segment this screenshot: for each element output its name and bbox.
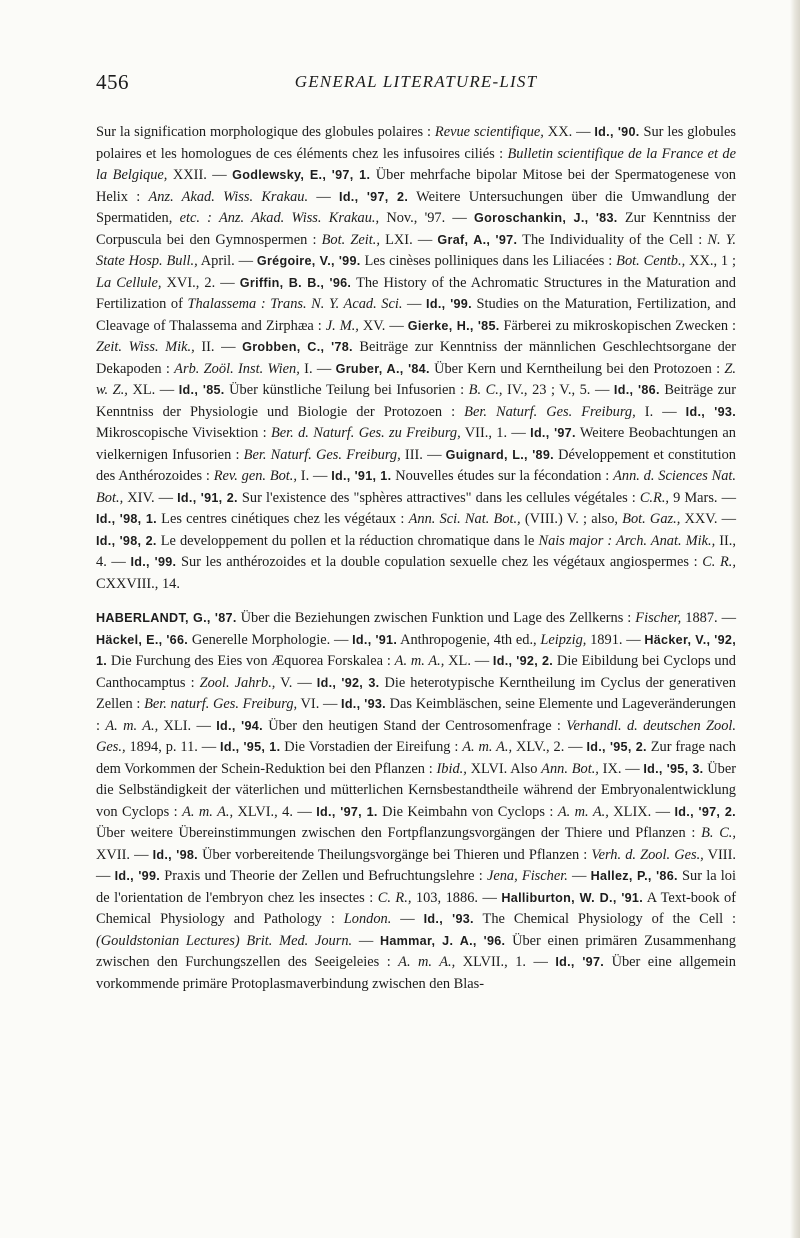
entry-text: Über einen primären Zusammenhang zwischen den Furchungszellen des Seeigeleies :: [96, 932, 736, 970]
entry-text: Über vorbereitende Theilungsvorgänge bei Thieren und Pflanzen :: [197, 846, 592, 863]
entry-text: Über Kern und Kerntheilung bei den Protozoen :: [429, 360, 725, 377]
entry-text: XLVII., 1. —: [455, 954, 556, 970]
journal-title: B. C.,: [468, 382, 503, 398]
entry-text: II. —: [194, 339, 243, 355]
journal-title: Thalassema : Trans. N. Y. Acad. Sci.: [187, 296, 403, 312]
journal-title: Z. w. Z.,: [96, 360, 737, 398]
entry-text: The Chemical Physiology of the Cell :: [473, 911, 737, 927]
journal-title: Ber. d. Naturf. Ges. zu Freiburg,: [270, 425, 461, 441]
journal-title: Zeit. Wiss. Mik.,: [96, 339, 195, 355]
author-citation: Godlewsky, E., '97, 1.: [232, 168, 371, 182]
author-citation: Id., '97.: [555, 955, 605, 969]
author-citation: Grégoire, V., '99.: [256, 254, 361, 268]
entry-text: VII., 1. —: [460, 425, 531, 441]
entry-text: XLV., 2. —: [512, 739, 587, 755]
entry-text: —: [391, 911, 424, 927]
author-citation: Id., '91, 1.: [331, 469, 392, 483]
entry-text: Nov., '97. —: [379, 210, 475, 226]
author-citation: Guignard, L., '89.: [445, 447, 554, 462]
entry-text: Die Eibildung bei Cyclops und Canthocamptus :: [96, 653, 736, 691]
entry-text: XVII. —: [96, 846, 153, 863]
entry-text: Sur les anthérozoides et la double copulation sexuelle chez les végétaux angiospermes :: [176, 554, 703, 570]
author-citation: Griffin, B. B., '96.: [239, 275, 352, 290]
journal-title: Ber. naturf. Ges. Freiburg,: [144, 696, 298, 712]
author-citation: Id., '92, 2.: [492, 654, 554, 668]
author-citation: Id., '97, 2.: [339, 189, 409, 204]
entry-text: I. —: [297, 468, 332, 484]
entry-text: —: [308, 188, 340, 205]
entry-text: XXV. —: [680, 511, 736, 527]
entry-text: —: [567, 868, 591, 884]
journal-title: N. Y. State Hosp. Bull.,: [96, 231, 737, 269]
journal-title: Jena, Fischer.: [486, 868, 568, 884]
entry-text: Über mehrfache bipolar Mitose bei der Spermatogenese von Helix :: [96, 167, 736, 205]
journal-title: London.: [343, 911, 392, 927]
entry-text: (VIII.) V. ; also,: [520, 511, 623, 527]
author-citation: Id., '97, 1.: [316, 804, 378, 819]
entry-text: —: [402, 296, 427, 312]
author-citation: Id., '95, 3.: [643, 761, 704, 776]
author-citation: Id., '91, 2.: [177, 490, 238, 505]
journal-title: Ibid.,: [436, 760, 467, 777]
entry-text: Zur Kenntniss der Corpuscula bei den Gymnospermen :: [96, 210, 737, 248]
author-citation: Id., '91.: [352, 632, 398, 647]
author-citation: Id., '95, 1.: [220, 740, 281, 754]
author-citation: Id., '85.: [178, 383, 225, 397]
entry-text: Über künstliche Teilung bei Infusorien :: [224, 382, 469, 398]
entry-text: Weitere Untersuchungen über die Umwandlung der Spermatiden,: [96, 188, 736, 226]
entry-text: I. —: [299, 360, 336, 377]
author-citation: Graf, A., '97.: [437, 232, 518, 247]
author-citation: Id., '99.: [114, 869, 161, 883]
journal-title: C. R.,: [702, 554, 737, 570]
journal-title: Ber. Naturf. Ges. Freiburg,: [464, 403, 636, 420]
journal-title: A. m. A.,: [182, 803, 234, 820]
entry-text: 1891. —: [586, 631, 645, 648]
entry-text: Über die Beziehungen zwischen Funktion und Lage des Zellkerns :: [236, 610, 636, 626]
author-citation: Id., '94.: [216, 718, 263, 733]
author-citation: Id., '93.: [341, 697, 386, 711]
entry-text: 9 Mars. —: [669, 489, 736, 506]
entry-text: V. —: [275, 674, 317, 691]
journal-title: Zool. Jahrb.,: [199, 674, 276, 691]
page-header: [96, 70, 736, 100]
entry-text: Anthropogenie, 4th ed.,: [397, 631, 541, 648]
entry-text: April. —: [197, 253, 257, 269]
journal-title: Ann. Sci. Nat. Bot.,: [408, 511, 521, 527]
entry-text: IX. —: [598, 760, 644, 777]
author-citation: Id., '93.: [423, 912, 474, 926]
author-citation: Hammar, J. A., '96.: [379, 933, 506, 948]
entry-text: I. —: [635, 403, 686, 420]
entry-text: Über eine allgemein vorkommende primäre Protoplasmaverbindung zwischen den Blas-: [96, 954, 736, 992]
bibliography-paragraph: [96, 122, 736, 595]
journal-title: etc. : Anz. Akad. Wiss. Krakau.,: [179, 210, 380, 226]
author-citation: Gruber, A., '84.: [335, 361, 430, 376]
entry-text: Die Furchung des Eies von Æquorea Forskalea :: [107, 653, 395, 669]
entry-text: Nouvelles études sur la fécondation :: [391, 468, 614, 484]
entry-text: IV., 23 ; V., 5. —: [502, 382, 614, 398]
entry-text: 103, 1886. —: [411, 889, 502, 906]
entry-text: XIV. —: [123, 489, 178, 506]
journal-title: A. m. A.,: [557, 803, 609, 820]
author-citation: Gierke, H., '85.: [407, 318, 500, 333]
author-citation: Id., '86.: [613, 383, 660, 397]
journal-title: A. m. A.,: [105, 717, 159, 734]
journal-title: La Cellule,: [96, 274, 162, 291]
entry-text: Die Vorstadien der Eireifung :: [280, 739, 463, 755]
journal-title: Ann. d. Sciences Nat. Bot.,: [96, 468, 736, 506]
entry-text: III. —: [400, 446, 446, 463]
entry-text: Über weitere Übereinstimmungen zwischen den Fortpflanzungsvorgängen der Thiere und Pflanzen :: [96, 825, 702, 841]
entry-text: XL. —: [127, 382, 179, 398]
journal-title: A. m. A.,: [398, 954, 456, 970]
journal-title: Revue scientifique,: [434, 124, 544, 140]
entry-text: Das Keimbläschen, seine Elemente und Lageveränderungen :: [96, 696, 737, 734]
entry-text: Weitere Beobachtungen an vielkernigen Infusorien :: [96, 425, 737, 463]
bibliography-paragraph: [96, 608, 736, 995]
author-citation: Goroschankin, J., '83.: [474, 211, 618, 225]
entry-text: Sur l'existence des "sphères attractives" dans les cellules végétales :: [237, 489, 640, 506]
journal-title: Verhandl. d. deutschen Zool. Ges.,: [96, 717, 736, 755]
entry-text: Beiträge zur Kenntniss der männlichen Geschlechtsorgane der Dekapoden :: [96, 339, 736, 377]
journal-title: Rev. gen. Bot.,: [213, 468, 297, 484]
entry-text: Mikroscopische Vivisektion :: [96, 425, 271, 441]
entry-text: The History of the Achromatic Structures in the Maturation and Fertilization of: [96, 274, 736, 312]
journal-title: C. R.,: [377, 889, 412, 906]
journal-title: Fischer,: [635, 610, 682, 626]
entry-text: Sur la loi de l'orientation de l'embryon chez les insectes :: [96, 868, 736, 906]
entry-text: Studies on the Maturation, Fertilization, and Cleavage of Thalassema and Zirphæa :: [96, 296, 736, 334]
author-citation: Id., '92, 3.: [316, 675, 380, 690]
journal-title: J. M.,: [325, 317, 359, 334]
entry-text: XVI., 2. —: [161, 274, 240, 291]
journal-title: Leipzig,: [540, 631, 587, 648]
author-citation: Id., '99.: [130, 555, 177, 569]
entry-text: LXI. —: [379, 231, 438, 248]
entry-text: Le developpement du pollen et la réduction chromatique dans le: [156, 532, 539, 549]
entry-text: VIII. —: [96, 846, 736, 884]
journal-title: Verh. d. Zool. Ges.,: [591, 846, 704, 863]
page-edge-shadow: [790, 0, 800, 1238]
journal-title: B. C.,: [701, 825, 736, 841]
entry-text: Generelle Morphologie. —: [188, 631, 353, 648]
entry-text: Sur les globules polaires et les homologues de ces éléments chez les infusoires ciliés :: [96, 124, 737, 162]
entry-text: XLVI., 4. —: [233, 803, 317, 820]
entry-text: XLI. —: [158, 717, 217, 734]
author-citation: Hallez, P., '86.: [590, 869, 678, 883]
entry-text: XLVI. Also: [466, 760, 542, 777]
author-citation: Id., '97, 2.: [674, 804, 736, 819]
entry-text: XL. —: [444, 653, 493, 669]
entry-text: CXXVIII., 14.: [96, 575, 180, 592]
author-citation: Halliburton, W. D., '91.: [501, 890, 644, 905]
entry-text: XLIX. —: [608, 803, 675, 820]
journal-title: A. m. A.,: [394, 653, 445, 669]
entry-text: Sur la signification morphologique des globules polaires :: [96, 124, 435, 140]
author-citation: Id., '98.: [152, 847, 198, 862]
journal-title: Bot. Centb.,: [616, 253, 686, 269]
entry-text: The Individuality of the Cell :: [517, 231, 708, 248]
entry-text: XX., 1 ;: [685, 253, 736, 269]
entry-text: Zur frage nach dem Vorkommen der Schein-Reduktion bei den Pflanzen :: [96, 739, 736, 777]
author-citation: Id., '98, 2.: [96, 533, 157, 548]
author-citation: HABERLANDT, G., '87.: [96, 611, 237, 625]
entry-text: A Text-book of Chemical Physiology and Pathology :: [96, 889, 736, 927]
journal-title: Bot. Zeit.,: [321, 231, 380, 248]
journal-title: Anz. Akad. Wiss. Krakau.: [148, 188, 309, 205]
entry-text: Praxis und Theorie der Zellen und Befruchtungslehre :: [160, 868, 487, 884]
journal-title: (Gouldstonian Lectures) Brit. Med. Journ.: [96, 932, 353, 949]
entry-text: Färberei zu mikroskopischen Zwecken :: [499, 317, 736, 334]
author-citation: Häcker, V., '92, 1.: [96, 632, 736, 668]
author-citation: Häckel, E., '66.: [96, 632, 189, 647]
author-citation: Grobben, C., '78.: [242, 340, 353, 354]
entry-text: 1887. —: [681, 610, 736, 626]
journal-title: Bot. Gaz.,: [622, 511, 681, 527]
author-citation: Id., '98, 1.: [96, 512, 157, 526]
entry-text: VI. —: [297, 696, 342, 712]
journal-title: Nais major : Arch. Anat. Mik.,: [538, 532, 716, 549]
entry-text: Développement et constitution des Anthérozoides :: [96, 446, 736, 484]
author-citation: Id., '93.: [685, 404, 736, 419]
author-citation: Id., '90.: [594, 125, 640, 139]
entry-text: XXII. —: [167, 167, 233, 183]
entry-text: Beiträge zur Kenntniss der Physiologie und Biologie der Protozoen :: [96, 382, 737, 420]
journal-title: Arb. Zoöl. Inst. Wien,: [174, 360, 300, 377]
entry-text: —: [352, 932, 380, 949]
journal-title: C.R.,: [639, 489, 670, 506]
entry-text: 1894, p. 11. —: [125, 739, 221, 755]
journal-title: A. m. A.,: [462, 739, 513, 755]
author-citation: Id., '95, 2.: [586, 740, 647, 754]
running-head: GENERAL LITERATURE-LIST: [294, 72, 538, 91]
entry-text: Die Keimbahn von Cyclops :: [377, 803, 558, 820]
journal-title: Ber. Naturf. Ges. Freiburg,: [243, 446, 401, 463]
entry-text: Die heterotypische Kerntheilung im Cyclus der generativen Zellen :: [96, 674, 736, 712]
page-number: 456: [96, 70, 129, 94]
entry-text: Les centres cinétiques chez les végétaux :: [156, 511, 409, 527]
entry-text: XX. —: [543, 124, 595, 140]
bibliography-text: [96, 122, 736, 995]
entry-text: Über den heutigen Stand der Centrosomenfrage :: [262, 717, 567, 734]
entry-text: Über die Selbständigkeit der väterlichen und mütterlichen Kernsbestandtheile während der Embryonalentwicklung von Cyclops :: [96, 760, 736, 820]
author-citation: Id., '97.: [530, 426, 576, 440]
journal-title: Bulletin scientifique de la France et de la Belgique,: [96, 145, 736, 183]
journal-title: Ann. Bot.,: [541, 760, 599, 777]
entry-text: Les cinèses polliniques dans les Liliacées :: [360, 253, 617, 269]
author-citation: Id., '99.: [426, 297, 472, 311]
entry-text: II., 4. —: [96, 532, 736, 570]
entry-text: XV. —: [358, 317, 408, 334]
